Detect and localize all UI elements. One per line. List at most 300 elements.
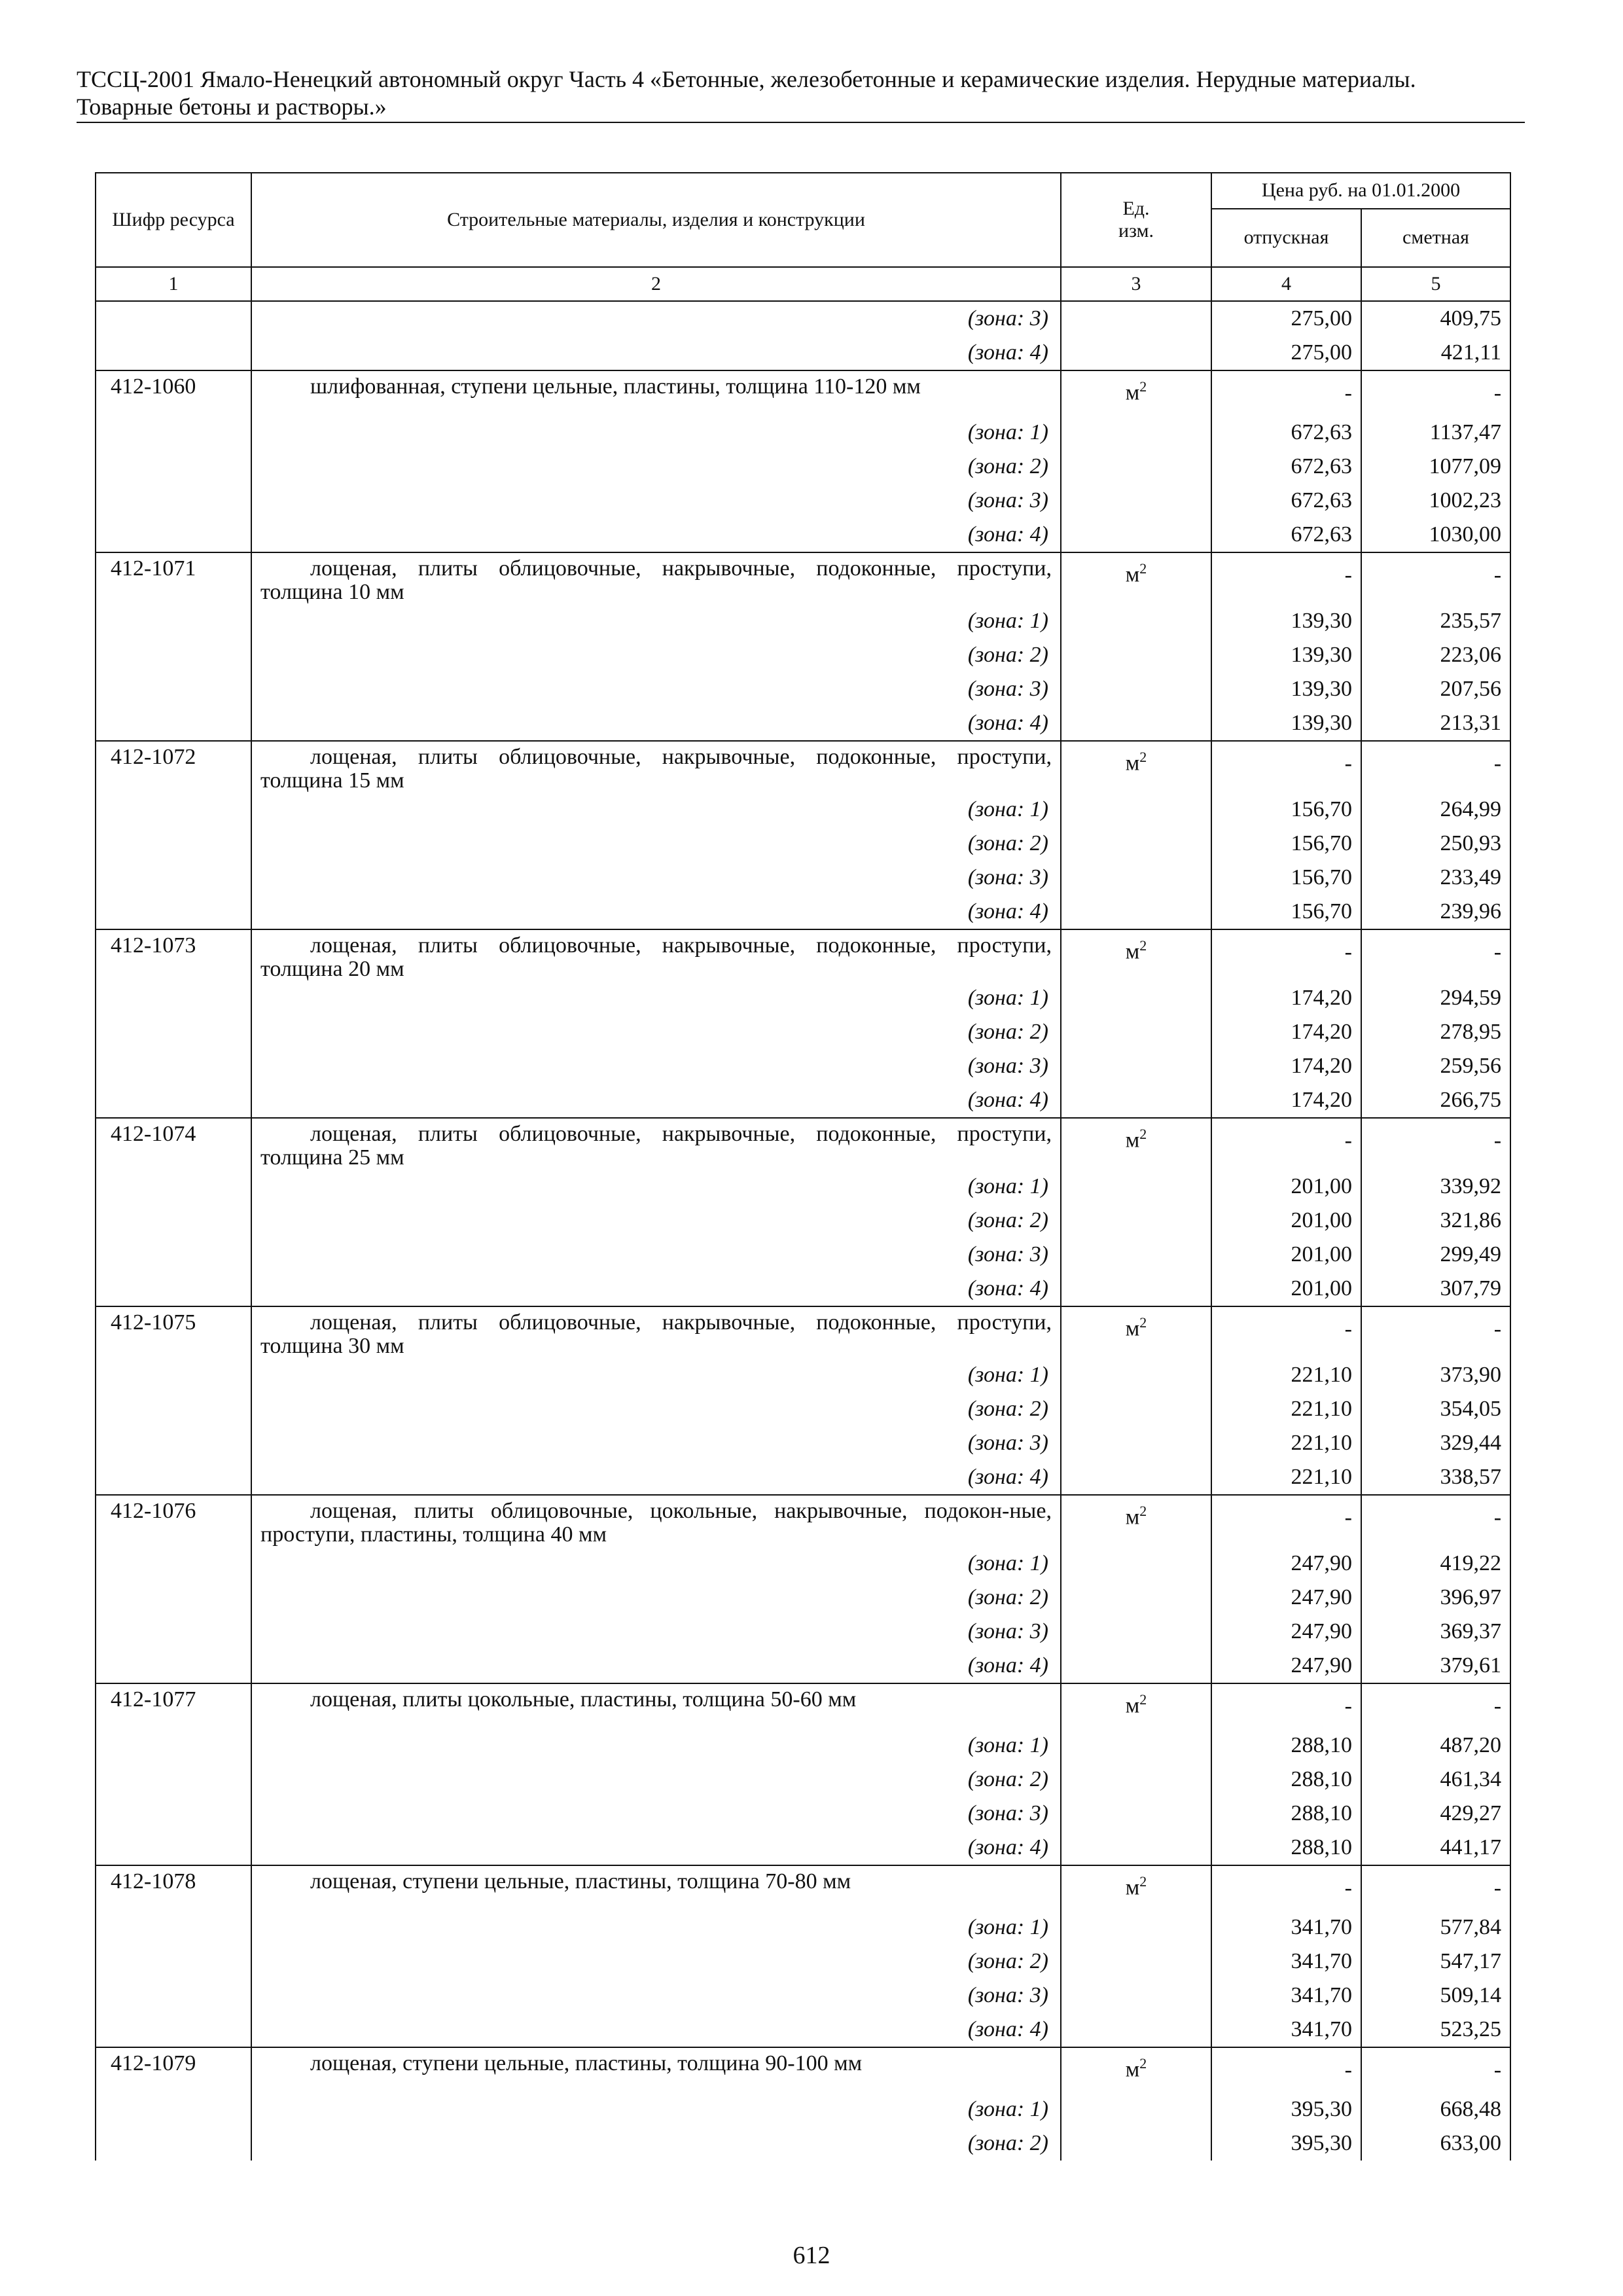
table-row-zone: [96, 638, 1510, 672]
resource-code: [96, 895, 251, 929]
unit-cell: [1061, 1763, 1211, 1797]
unit-cell: [1061, 672, 1211, 706]
table-row-zone: [96, 1979, 1510, 2013]
price-estimate: 379,61: [1361, 1649, 1510, 1683]
unit-label: м: [1125, 380, 1140, 405]
col-header-unit: Ед. изм.: [1061, 173, 1211, 267]
price-release: -: [1211, 1118, 1361, 1170]
unit-label: м: [1125, 562, 1140, 587]
table-row-zone: [96, 1797, 1510, 1831]
unit-cell: [1061, 1358, 1211, 1392]
col-header-name: Строительные материалы, изделия и конструкции: [251, 173, 1061, 267]
price-release: 139,30: [1211, 604, 1361, 638]
price-release: -: [1211, 1495, 1361, 1547]
zone-label: (зона: 3): [251, 1797, 1061, 1831]
zone-label: (зона: 4): [251, 2013, 1061, 2047]
table-row-resource: [96, 1495, 1510, 1547]
resource-code: [96, 1797, 251, 1831]
price-estimate: 259,56: [1361, 1049, 1510, 1083]
zone-label: (зона: 2): [251, 1945, 1061, 1979]
resource-code: [96, 450, 251, 484]
zone-label: (зона: 1): [251, 1729, 1061, 1763]
price-estimate: 429,27: [1361, 1797, 1510, 1831]
resource-code: [96, 793, 251, 827]
price-estimate: 373,90: [1361, 1358, 1510, 1392]
col-header-code: Шифр ресурса: [96, 173, 251, 267]
zone-label: (зона: 3): [251, 672, 1061, 706]
price-estimate: -: [1361, 552, 1510, 604]
price-release: 221,10: [1211, 1460, 1361, 1495]
zone-label: (зона: 2): [251, 1015, 1061, 1049]
unit-cell: [1061, 929, 1211, 981]
table-row-zone: [96, 861, 1510, 895]
price-release: 395,30: [1211, 2126, 1361, 2161]
price-release: 341,70: [1211, 1979, 1361, 2013]
col-number-2: 2: [251, 267, 1061, 301]
unit-exponent: 2: [1139, 2055, 1147, 2072]
zone-label: (зона: 3): [251, 1238, 1061, 1272]
price-release: -: [1211, 1865, 1361, 1910]
resource-code: [96, 1831, 251, 1865]
unit-exponent: 2: [1139, 1691, 1147, 1708]
price-release: 247,90: [1211, 1649, 1361, 1683]
unit-cell: [1061, 416, 1211, 450]
resource-code: 412-1074: [96, 1118, 251, 1170]
unit-cell: [1061, 1083, 1211, 1118]
price-estimate: 1002,23: [1361, 484, 1510, 518]
price-estimate: 207,56: [1361, 672, 1510, 706]
unit-exponent: 2: [1139, 1873, 1147, 1890]
zone-label: (зона: 1): [251, 1547, 1061, 1581]
resource-code: 412-1073: [96, 929, 251, 981]
price-estimate: 329,44: [1361, 1426, 1510, 1460]
table-row-zone: [96, 1729, 1510, 1763]
zone-label: (зона: 1): [251, 1170, 1061, 1204]
price-estimate: -: [1361, 741, 1510, 793]
unit-cell: [1061, 2013, 1211, 2047]
price-release: 672,63: [1211, 518, 1361, 552]
col-number-3: 3: [1061, 267, 1211, 301]
col-header-price-group: Цена руб. на 01.01.2000: [1211, 173, 1510, 209]
table-row-zone: [96, 1238, 1510, 1272]
unit-cell: [1061, 2126, 1211, 2161]
price-estimate: 487,20: [1361, 1729, 1510, 1763]
header-title-line2: Товарные бетоны и растворы.»: [77, 94, 387, 120]
unit-cell: [1061, 1170, 1211, 1204]
price-release: 288,10: [1211, 1729, 1361, 1763]
unit-cell: [1061, 1547, 1211, 1581]
unit-cell: [1061, 2092, 1211, 2126]
unit-cell: [1061, 895, 1211, 929]
price-release: -: [1211, 741, 1361, 793]
table-row-zone: [96, 981, 1510, 1015]
price-estimate: -: [1361, 1683, 1510, 1729]
resource-code: [96, 2126, 251, 2161]
page-number: 612: [793, 2242, 830, 2269]
resource-code: [96, 672, 251, 706]
price-release: 341,70: [1211, 1910, 1361, 1945]
price-release: 201,00: [1211, 1204, 1361, 1238]
price-release: 174,20: [1211, 1049, 1361, 1083]
resource-code: [96, 827, 251, 861]
resource-code: 412-1076: [96, 1495, 251, 1547]
price-release: -: [1211, 2047, 1361, 2092]
zone-label: (зона: 2): [251, 1392, 1061, 1426]
resource-code: [96, 1649, 251, 1683]
unit-cell: [1061, 552, 1211, 604]
unit-cell: [1061, 1495, 1211, 1547]
price-estimate: 547,17: [1361, 1945, 1510, 1979]
resource-code: [96, 336, 251, 370]
zone-label: (зона: 3): [251, 861, 1061, 895]
table-row-zone: [96, 336, 1510, 370]
price-estimate: 354,05: [1361, 1392, 1510, 1426]
unit-exponent: 2: [1139, 1314, 1147, 1331]
zone-label: (зона: 4): [251, 895, 1061, 929]
unit-cell: [1061, 604, 1211, 638]
zone-label: (зона: 2): [251, 638, 1061, 672]
unit-label: м: [1125, 939, 1140, 964]
unit-cell: [1061, 1910, 1211, 1945]
price-release: 247,90: [1211, 1615, 1361, 1649]
price-release: -: [1211, 1306, 1361, 1358]
table-row-zone: [96, 416, 1510, 450]
unit-cell: [1061, 793, 1211, 827]
price-estimate: -: [1361, 1118, 1510, 1170]
unit-cell: [1061, 827, 1211, 861]
table-row-zone: [96, 1426, 1510, 1460]
unit-label: м: [1125, 1505, 1140, 1530]
resource-code: [96, 2013, 251, 2047]
resource-name: лощеная, ступени цельные, пластины, толщина 90-100 мм: [251, 2047, 1061, 2092]
resource-code: [96, 1049, 251, 1083]
price-estimate: 294,59: [1361, 981, 1510, 1015]
zone-label: (зона: 3): [251, 1426, 1061, 1460]
price-estimate: 223,06: [1361, 638, 1510, 672]
table-row-zone: [96, 2013, 1510, 2047]
resource-code: [96, 416, 251, 450]
table-row-zone: [96, 1649, 1510, 1683]
zone-label: (зона: 4): [251, 1649, 1061, 1683]
resource-name: лощеная, плиты облицовочные, цокольные, накрывочные, подокон-ные, проступи, пластины, толщина 40 мм: [251, 1495, 1061, 1547]
zone-label: (зона: 1): [251, 604, 1061, 638]
price-release: -: [1211, 552, 1361, 604]
price-release: 156,70: [1211, 861, 1361, 895]
price-release: 672,63: [1211, 416, 1361, 450]
table-row-zone: [96, 518, 1510, 552]
unit-cell: [1061, 518, 1211, 552]
price-release: 247,90: [1211, 1581, 1361, 1615]
unit-cell: [1061, 1649, 1211, 1683]
unit-label: м: [1125, 751, 1140, 776]
price-estimate: 338,57: [1361, 1460, 1510, 1495]
resource-code: [96, 1460, 251, 1495]
zone-label: (зона: 2): [251, 1763, 1061, 1797]
zone-label: (зона: 3): [251, 1979, 1061, 2013]
unit-cell: [1061, 1306, 1211, 1358]
resource-name: лощеная, плиты облицовочные, накрывочные, подоконные, проступи, толщина 15 мм: [251, 741, 1061, 793]
unit-cell: [1061, 1615, 1211, 1649]
price-estimate: -: [1361, 1865, 1510, 1910]
resource-code: [96, 1945, 251, 1979]
table-body: [96, 301, 1510, 2161]
price-estimate: 461,34: [1361, 1763, 1510, 1797]
unit-cell: [1061, 1865, 1211, 1910]
price-estimate: 369,37: [1361, 1615, 1510, 1649]
document-header: [77, 65, 1525, 120]
table-row-zone: [96, 1392, 1510, 1426]
zone-label: (зона: 4): [251, 1831, 1061, 1865]
unit-cell: [1061, 1118, 1211, 1170]
header-title-line1: ТССЦ-2001 Ямало-Ненецкий автономный округ Часть 4 «Бетонные, железобетонные и керамические изделия. Нерудные материалы.: [77, 66, 1416, 92]
unit-label: м: [1125, 2057, 1140, 2082]
price-release: 247,90: [1211, 1547, 1361, 1581]
unit-cell: [1061, 1460, 1211, 1495]
resource-code: 412-1075: [96, 1306, 251, 1358]
table-row-zone: [96, 895, 1510, 929]
price-estimate: 577,84: [1361, 1910, 1510, 1945]
unit-cell: [1061, 1581, 1211, 1615]
table-row-zone: [96, 1083, 1510, 1118]
unit-cell: [1061, 1015, 1211, 1049]
table-row-resource: [96, 1118, 1510, 1170]
price-release: 174,20: [1211, 981, 1361, 1015]
price-release: 221,10: [1211, 1426, 1361, 1460]
zone-label: (зона: 1): [251, 1910, 1061, 1945]
table-row-zone: [96, 2126, 1510, 2161]
table-row-zone: [96, 1460, 1510, 1495]
unit-cell: [1061, 1831, 1211, 1865]
resource-code: 412-1077: [96, 1683, 251, 1729]
unit-cell: [1061, 1797, 1211, 1831]
unit-label: м: [1125, 1875, 1140, 1900]
zone-label: (зона: 1): [251, 793, 1061, 827]
price-estimate: 321,86: [1361, 1204, 1510, 1238]
price-estimate: 264,99: [1361, 793, 1510, 827]
unit-cell: [1061, 370, 1211, 416]
price-estimate: 233,49: [1361, 861, 1510, 895]
unit-cell: [1061, 2047, 1211, 2092]
price-release: 672,63: [1211, 450, 1361, 484]
table-row-zone: [96, 2092, 1510, 2126]
unit-cell: [1061, 638, 1211, 672]
unit-exponent: 2: [1139, 560, 1147, 577]
unit-cell: [1061, 1049, 1211, 1083]
col-number-5: 5: [1361, 267, 1510, 301]
resource-code: [96, 1358, 251, 1392]
resource-name: шлифованная, ступени цельные, пластины, толщина 110-120 мм: [251, 370, 1061, 416]
table-row-zone: [96, 793, 1510, 827]
resource-code: [96, 1170, 251, 1204]
unit-cell: [1061, 336, 1211, 370]
resource-code: [96, 638, 251, 672]
resource-code: [96, 1426, 251, 1460]
unit-cell: [1061, 861, 1211, 895]
table-row-resource: [96, 1865, 1510, 1910]
price-estimate: 339,92: [1361, 1170, 1510, 1204]
price-estimate: 509,14: [1361, 1979, 1510, 2013]
col-header-release: отпускная: [1211, 209, 1361, 267]
zone-label: (зона: 1): [251, 2092, 1061, 2126]
price-release: -: [1211, 929, 1361, 981]
price-estimate: -: [1361, 1495, 1510, 1547]
table-row-zone: [96, 827, 1510, 861]
price-release: 341,70: [1211, 1945, 1361, 1979]
price-estimate: -: [1361, 1306, 1510, 1358]
zone-label: (зона: 4): [251, 706, 1061, 741]
unit-cell: [1061, 1392, 1211, 1426]
table-row-zone: [96, 1763, 1510, 1797]
resource-code: 412-1079: [96, 2047, 251, 2092]
price-release: 341,70: [1211, 2013, 1361, 2047]
zone-label: (зона: 2): [251, 1204, 1061, 1238]
resource-name: лощеная, плиты облицовочные, накрывочные, подоконные, проступи, толщина 25 мм: [251, 1118, 1061, 1170]
unit-cell: [1061, 1729, 1211, 1763]
resource-code: [96, 1979, 251, 2013]
resource-code: 412-1078: [96, 1865, 251, 1910]
zone-label: (зона: 3): [251, 484, 1061, 518]
price-release: 156,70: [1211, 827, 1361, 861]
table-row-resource: [96, 1683, 1510, 1729]
resource-code: [96, 1615, 251, 1649]
resource-code: [96, 1272, 251, 1306]
table-row-resource: [96, 1306, 1510, 1358]
resource-code: [96, 1547, 251, 1581]
zone-label: (зона: 2): [251, 1581, 1061, 1615]
zone-label: (зона: 4): [251, 1460, 1061, 1495]
table-row-zone: [96, 604, 1510, 638]
unit-exponent: 2: [1139, 749, 1147, 765]
unit-cell: [1061, 450, 1211, 484]
price-estimate: 266,75: [1361, 1083, 1510, 1118]
unit-exponent: 2: [1139, 378, 1147, 395]
zone-label: (зона: 1): [251, 981, 1061, 1015]
resource-code: 412-1072: [96, 741, 251, 793]
table-row-zone: [96, 301, 1510, 336]
price-release: 174,20: [1211, 1015, 1361, 1049]
unit-cell: [1061, 1204, 1211, 1238]
resource-code: [96, 1392, 251, 1426]
resource-code: [96, 706, 251, 741]
price-estimate: -: [1361, 2047, 1510, 2092]
price-estimate: -: [1361, 929, 1510, 981]
table-row-zone: [96, 484, 1510, 518]
unit-cell: [1061, 1683, 1211, 1729]
resource-code: [96, 1581, 251, 1615]
table-row-zone: [96, 1581, 1510, 1615]
table-row-zone: [96, 1272, 1510, 1306]
table-row-resource: [96, 552, 1510, 604]
resource-name: лощеная, плиты облицовочные, накрывочные, подоконные, проступи, толщина 10 мм: [251, 552, 1061, 604]
price-estimate: 396,97: [1361, 1581, 1510, 1615]
unit-cell: [1061, 981, 1211, 1015]
table-row-zone: [96, 1615, 1510, 1649]
table-row-resource: [96, 370, 1510, 416]
unit-label: м: [1125, 1693, 1140, 1718]
price-estimate: 299,49: [1361, 1238, 1510, 1272]
resource-code: [96, 1910, 251, 1945]
price-release: 275,00: [1211, 336, 1361, 370]
price-release: 201,00: [1211, 1272, 1361, 1306]
table-row-zone: [96, 1831, 1510, 1865]
unit-cell: [1061, 741, 1211, 793]
price-release: -: [1211, 370, 1361, 416]
table-row-zone: [96, 1049, 1510, 1083]
unit-cell: [1061, 301, 1211, 336]
price-estimate: 239,96: [1361, 895, 1510, 929]
zone-label: (зона: 4): [251, 336, 1061, 370]
price-estimate: 1137,47: [1361, 416, 1510, 450]
price-release: 672,63: [1211, 484, 1361, 518]
table-row-zone: [96, 1170, 1510, 1204]
price-release: 221,10: [1211, 1358, 1361, 1392]
unit-exponent: 2: [1139, 1126, 1147, 1142]
price-estimate: 523,25: [1361, 2013, 1510, 2047]
price-estimate: 409,75: [1361, 301, 1510, 336]
table-row-zone: [96, 1945, 1510, 1979]
table-row-resource: [96, 2047, 1510, 2092]
price-estimate: 1077,09: [1361, 450, 1510, 484]
resource-code: [96, 1729, 251, 1763]
price-release: 221,10: [1211, 1392, 1361, 1426]
col-number-1: 1: [96, 267, 251, 301]
resource-code: [96, 981, 251, 1015]
resource-code: [96, 604, 251, 638]
zone-label: (зона: 2): [251, 2126, 1061, 2161]
resource-name: лощеная, ступени цельные, пластины, толщина 70-80 мм: [251, 1865, 1061, 1910]
zone-label: (зона: 4): [251, 1272, 1061, 1306]
col-number-4: 4: [1211, 267, 1361, 301]
table-row-zone: [96, 1547, 1510, 1581]
header-rule: [77, 122, 1525, 123]
zone-label: (зона: 2): [251, 827, 1061, 861]
price-release: 395,30: [1211, 2092, 1361, 2126]
zone-label: (зона: 4): [251, 518, 1061, 552]
price-estimate: 441,17: [1361, 1831, 1510, 1865]
table-row-resource: [96, 741, 1510, 793]
resource-code: [96, 1238, 251, 1272]
price-release: 156,70: [1211, 793, 1361, 827]
resource-code: [96, 861, 251, 895]
table-row-zone: [96, 1015, 1510, 1049]
zone-label: (зона: 3): [251, 1615, 1061, 1649]
zone-label: (зона: 4): [251, 1083, 1061, 1118]
price-estimate: 307,79: [1361, 1272, 1510, 1306]
table-row-resource: [96, 929, 1510, 981]
resource-code: 412-1071: [96, 552, 251, 604]
resource-code: [96, 1763, 251, 1797]
table-row-zone: [96, 1358, 1510, 1392]
price-release: 288,10: [1211, 1831, 1361, 1865]
table-row-zone: [96, 450, 1510, 484]
resource-code: [96, 1083, 251, 1118]
price-release: 201,00: [1211, 1170, 1361, 1204]
zone-label: (зона: 1): [251, 416, 1061, 450]
table-row-zone: [96, 1910, 1510, 1945]
resource-code: 412-1060: [96, 370, 251, 416]
unit-cell: [1061, 1272, 1211, 1306]
unit-cell: [1061, 484, 1211, 518]
zone-label: (зона: 1): [251, 1358, 1061, 1392]
zone-label: (зона: 3): [251, 301, 1061, 336]
unit-exponent: 2: [1139, 937, 1147, 954]
resource-code: [96, 518, 251, 552]
price-release: 174,20: [1211, 1083, 1361, 1118]
table-row-zone: [96, 672, 1510, 706]
unit-cell: [1061, 1238, 1211, 1272]
price-estimate: 250,93: [1361, 827, 1510, 861]
price-release: 156,70: [1211, 895, 1361, 929]
